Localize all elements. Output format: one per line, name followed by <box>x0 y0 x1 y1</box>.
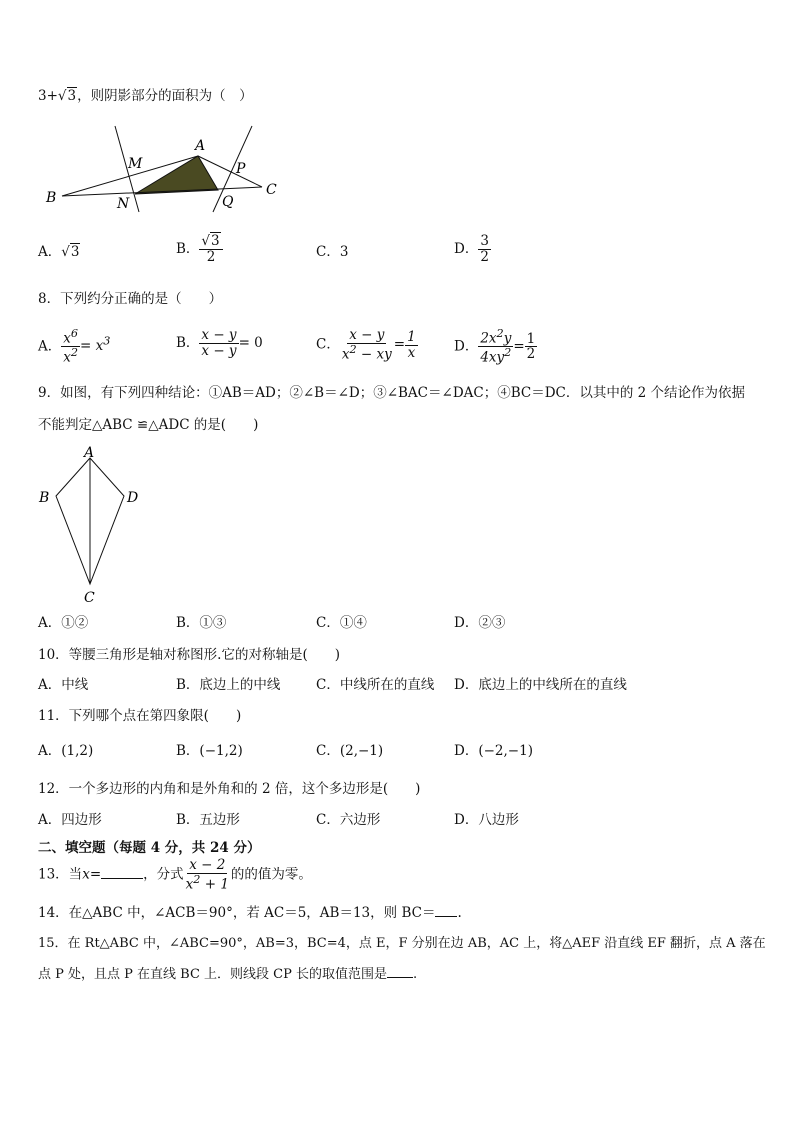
q15-answer-blank[interactable] <box>387 977 413 978</box>
q13-den-2: + 1 <box>200 876 229 893</box>
q10-stem: 10．等腰三角形是轴对称图形.它的对称轴是( ) <box>38 647 341 663</box>
q13-den-1: x <box>185 876 194 893</box>
q8-d-den-1: 4xy <box>480 349 505 366</box>
q12-option-b[interactable]: B．五边形 <box>176 812 240 828</box>
q8-c-rhs <box>405 330 418 361</box>
q7-d-label: D． <box>454 240 479 257</box>
q13-var: x <box>82 866 90 883</box>
q8-option-d[interactable] <box>454 328 537 366</box>
q9-option-b[interactable]: B．①③ <box>176 615 227 631</box>
q11-option-a[interactable] <box>38 743 93 759</box>
q11-a-val: (1,2) <box>61 743 94 759</box>
q8-a-rhs-sup: 3 <box>103 334 111 348</box>
q7-b-rad: 3 <box>211 233 220 249</box>
q7-a-label: A． <box>38 244 62 260</box>
q8-d-label: D． <box>454 338 479 355</box>
q8-a-num-sup: 6 <box>70 327 79 340</box>
label-q: Q <box>222 194 234 210</box>
q10-option-b[interactable]: B．底边上的中线 <box>176 677 281 693</box>
q8-c-den-1: x <box>341 346 350 363</box>
q13-fraction <box>184 858 231 892</box>
q11-c-label: C． <box>316 743 340 759</box>
q9-option-d[interactable]: D．②③ <box>454 615 506 631</box>
q8-option-b[interactable] <box>176 328 263 359</box>
q9-figure <box>36 444 146 610</box>
q14 <box>38 905 462 921</box>
q8-c-rhs-num: 1 <box>407 328 416 345</box>
q13-den-sup: 2 <box>193 872 201 886</box>
label-a: A <box>195 138 206 154</box>
sqrt-symbol: √3 <box>201 233 220 249</box>
q13-suffix: 的的值为零。 <box>230 866 312 883</box>
q7-d-den: 2 <box>480 248 489 265</box>
q11-b-label: B． <box>176 743 200 759</box>
q7-b-label: B． <box>176 240 200 257</box>
q7-cont-prefix: 3+ <box>38 88 58 104</box>
q12-option-c[interactable]: C．六边形 <box>316 812 381 828</box>
label-d: D <box>127 490 139 506</box>
q11-b-val: (−1,2) <box>199 743 243 759</box>
q13-mid: ，分式 <box>143 866 184 883</box>
q13-num: x − 2 <box>189 857 226 873</box>
q8-c-rhs-den: x <box>407 344 416 361</box>
q11-d-label: D． <box>454 743 479 759</box>
q8-a-den-sup: 2 <box>70 346 79 360</box>
q8-c-den-sup: 2 <box>349 342 357 356</box>
q11-a-label: A． <box>38 743 62 759</box>
q13-answer-blank[interactable] <box>101 878 143 879</box>
q15-suffix: . <box>413 967 418 982</box>
q12-stem: 12．一个多边形的内角和是外角和的 2 倍，这个多边形是( ) <box>38 781 421 797</box>
q14-text: 14．在△ABC 中，∠ACB＝90°，若 AC＝5，AB＝13，则 BC＝ <box>38 905 436 921</box>
q7-a-rad: 3 <box>70 244 80 260</box>
q8-a-rhs <box>80 334 111 355</box>
q9-line1: 9．如图，有下列四种结论：①AB＝AD；②∠B＝∠D；③∠BAC＝∠DAC；④BC＝DC．以其中的 2 个结论作为依据 <box>38 385 746 401</box>
label-m: M <box>128 156 143 172</box>
q12-option-d[interactable]: D．八边形 <box>454 812 519 828</box>
q7-cont-rad: 3 <box>67 88 77 104</box>
q14-answer-blank[interactable] <box>435 916 457 917</box>
q7-d-num: 3 <box>480 233 489 249</box>
q7-figure <box>40 120 290 216</box>
q10-option-d[interactable]: D．底边上的中线所在的直线 <box>454 677 627 693</box>
q11-option-b[interactable] <box>176 743 243 759</box>
q8-a-fraction <box>61 328 80 366</box>
label-c: C <box>266 182 277 198</box>
q10-option-c[interactable]: C．中线所在的直线 <box>316 677 435 693</box>
q9-option-a[interactable]: A．①② <box>38 615 89 631</box>
q7-option-a[interactable] <box>38 244 80 260</box>
q8-d-rhs <box>525 332 538 363</box>
q8-b-den: x − y <box>201 342 237 359</box>
label-p: P <box>236 161 246 177</box>
section-title: 二、填空题（每题 4 分，共 24 分） <box>38 840 261 856</box>
q9-line2: 不能判定△ABC ≌△ADC 的是( ) <box>38 417 259 433</box>
q8-c-den-2: − xy <box>356 346 392 363</box>
q7-b-den: 2 <box>206 248 216 265</box>
q8-d-den-sup: 2 <box>504 346 512 360</box>
q8-option-c[interactable] <box>316 328 418 362</box>
q8-b-label: B． <box>176 334 200 351</box>
q11-d-val: (−2,−1) <box>478 743 533 759</box>
q7-c-val: 3 <box>339 244 349 260</box>
q7-b-fraction <box>199 234 222 265</box>
q15-line2-text: 点 P 处，且点 P 在直线 BC 上．则线段 CP 长的取值范围是 <box>38 967 387 982</box>
q11-stem: 11．下列哪个点在第四象限( ) <box>38 708 242 724</box>
q8-d-num-1: 2x <box>480 330 497 347</box>
q7-option-d[interactable] <box>454 234 491 265</box>
q8-b-rhs: = 0 <box>238 334 263 351</box>
q8-d-rhs-num: 1 <box>526 330 536 347</box>
label-a: A <box>84 445 95 461</box>
q11-option-c[interactable] <box>316 743 383 759</box>
q8-d-eq: = <box>513 338 525 355</box>
q7-cont-text: ，则阴影部分的面积为（ ） <box>77 88 253 104</box>
q8-option-a[interactable] <box>38 328 110 366</box>
q10-option-a[interactable]: A．中线 <box>38 677 89 693</box>
q13-prefix: 13．当 <box>38 866 83 883</box>
q8-c-fraction <box>340 328 394 362</box>
q15-line2 <box>38 967 417 983</box>
q8-stem: 8．下列约分正确的是（ ） <box>38 291 223 307</box>
label-c: C <box>84 590 95 606</box>
q13-eq: = <box>89 866 102 883</box>
label-b: B <box>46 190 57 206</box>
q7-option-c[interactable] <box>316 244 348 260</box>
q9-option-c[interactable]: C．①④ <box>316 615 367 631</box>
q13 <box>38 858 312 892</box>
q8-a-rhs-text: = x <box>80 338 104 355</box>
shaded-triangle <box>135 156 218 194</box>
q8-b-num: x − y <box>201 327 237 343</box>
q8-a-label: A． <box>38 338 62 355</box>
q8-c-eq: = <box>393 336 406 353</box>
q7-d-fraction <box>478 234 491 265</box>
label-b: B <box>39 490 50 506</box>
q8-d-fraction <box>478 328 513 366</box>
q8-d-num-2: y <box>503 330 512 347</box>
q7-option-b[interactable] <box>176 234 223 265</box>
q8-d-num-sup: 2 <box>496 327 504 340</box>
sqrt-symbol: √3 <box>61 244 80 260</box>
q8-c-label: C． <box>316 336 340 353</box>
q8-d-rhs-den: 2 <box>526 346 536 363</box>
q7-continuation <box>38 88 253 104</box>
q8-c-num: x − y <box>349 327 385 343</box>
q7-c-label: C． <box>316 244 340 260</box>
q11-option-d[interactable] <box>454 743 533 759</box>
label-n: N <box>117 196 130 212</box>
q11-c-val: (2,−1) <box>339 743 384 759</box>
sqrt-symbol: √3 <box>57 88 77 104</box>
q8-b-fraction <box>199 328 238 359</box>
q15-line1: 15．在 Rt△ABC 中，∠ABC=90°，AB=3，BC=4，点 E，F 分别在边 AB，AC 上，将△AEF 沿直线 EF 翻折，点 A 落在 <box>38 936 766 951</box>
q8-a-den: x <box>63 349 71 366</box>
q14-suffix: . <box>457 905 462 921</box>
q12-option-a[interactable]: A．四边形 <box>38 812 102 828</box>
q8-a-num: x <box>63 330 71 347</box>
